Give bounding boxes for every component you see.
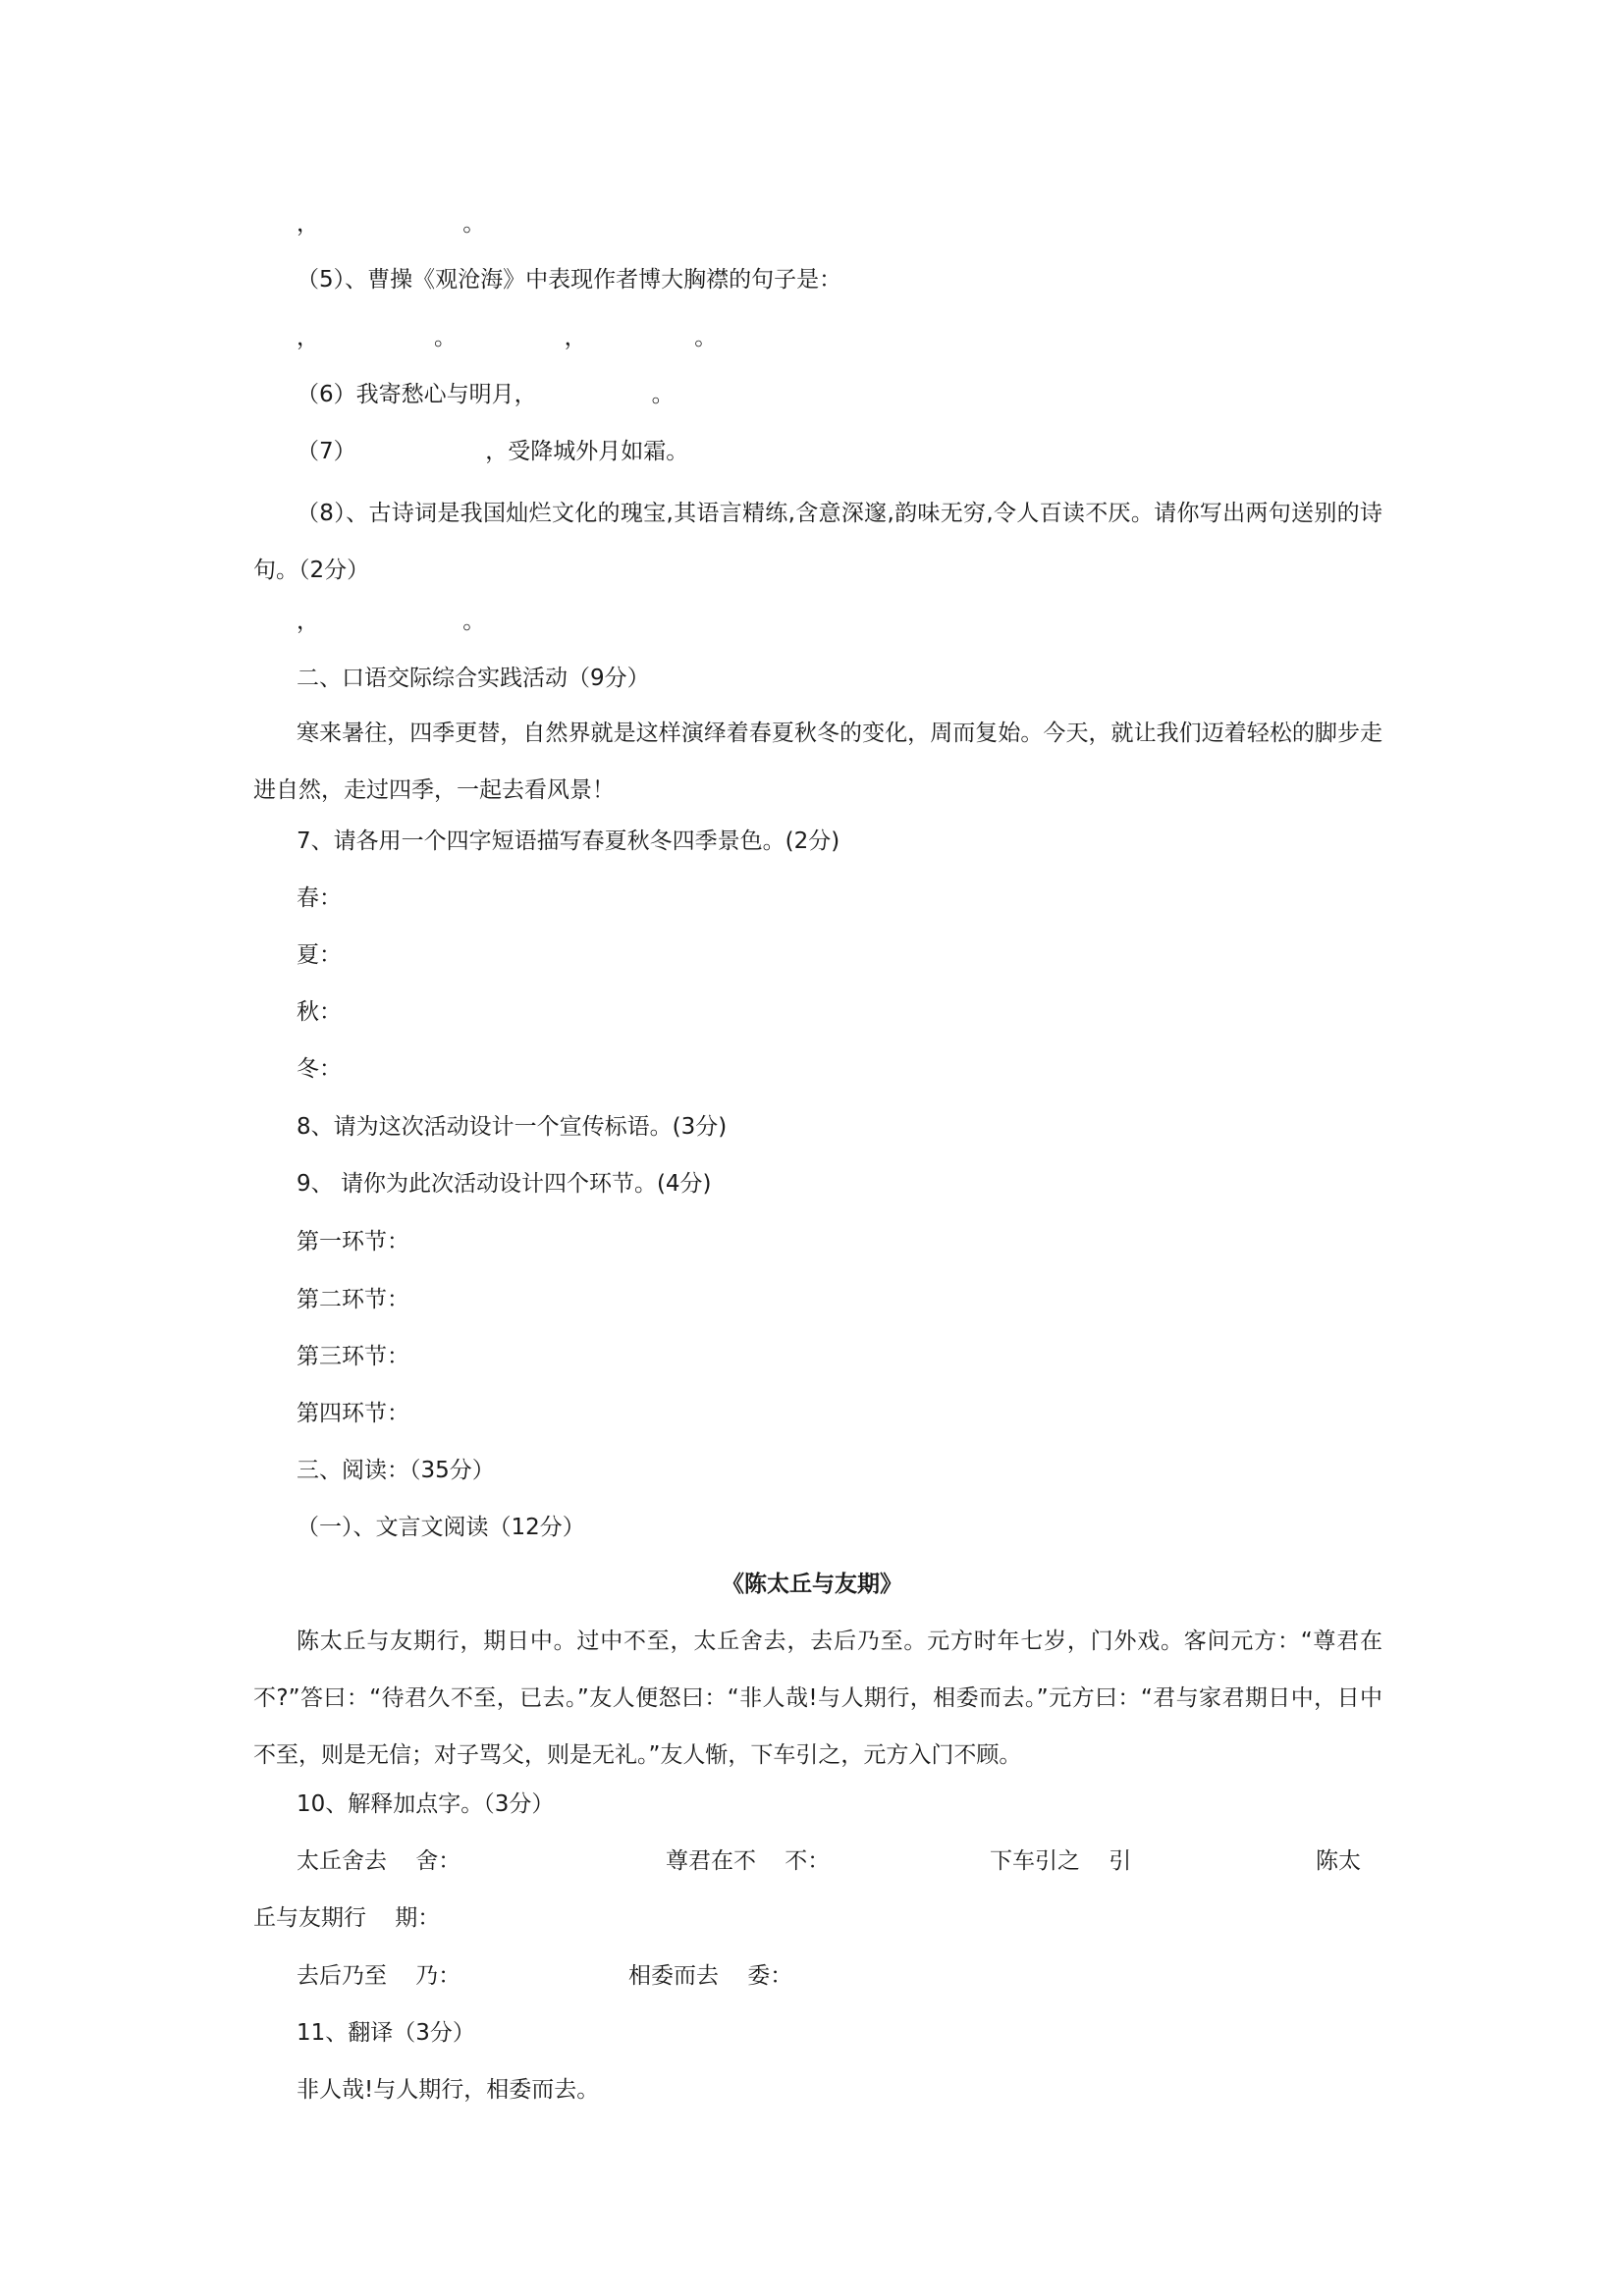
section-2-heading: 二、口语交际综合实践活动（9分）: [297, 666, 650, 691]
question-8-blanks: ， 。: [297, 609, 486, 634]
question-7-poem: （7） ，受降城外月如霜。: [297, 439, 689, 464]
stage-1: 第一环节：: [297, 1229, 409, 1255]
stage-4: 第四环节：: [297, 1401, 409, 1426]
season-spring: 春：: [297, 885, 342, 911]
q10-item-fou: 尊君在不 不：: [666, 1848, 831, 1874]
q10-item-wei: 相委而去 委：: [628, 1963, 793, 1989]
question-9-stages-prompt: 9、 请你为此次活动设计四个环节。(4分): [297, 1171, 712, 1197]
question-7-seasons-prompt: 7、请各用一个四字短语描写春夏秋冬四季景色。(2分): [297, 828, 840, 854]
q10-item-nai: 去后乃至 乃：: [297, 1963, 461, 1989]
classical-passage: 陈太丘与友期行，期日中。过中不至，太丘舍去，去后乃至。元方时年七岁，门外戏。客问元方：“尊君在不?”答曰：“待君久不至，已去。”友人便怒曰：“非人哉!与人期行，相委而去。”元方曰：“君与家君期日中，日中不至，则是无信；对子骂父，则是无礼。”友人惭，下车引之，元方入门不顾。: [253, 1629, 1382, 1768]
passage-title: 《陈太丘与友期》: [722, 1572, 902, 1597]
question-10-prompt: 10、解释加点字。（3分）: [297, 1791, 555, 1817]
stage-2: 第二环节：: [297, 1287, 409, 1312]
answer-blank-line: ， 。: [297, 211, 486, 237]
question-11-sentence: 非人哉!与人期行，相委而去。: [297, 2077, 600, 2103]
question-11-prompt: 11、翻译（3分）: [297, 2020, 475, 2046]
q10-item-yin: 下车引之 引: [990, 1848, 1132, 1874]
question-8-poem-text: （8）、古诗词是我国灿烂文化的瑰宝,其语言精练,含意深邃,韵味无穷,令人百读不厌。请你写出两句送别的诗句。（2分）: [253, 501, 1382, 583]
season-autumn: 秋：: [297, 999, 342, 1025]
q10-item-qi-start: 陈太: [1316, 1848, 1361, 1874]
question-6: （6）我寄愁心与明月， 。: [297, 382, 675, 407]
question-8-slogan-prompt: 8、请为这次活动设计一个宣传标语。(3分): [297, 1114, 728, 1140]
question-5-prompt: （5）、曹操《观沧海》中表现作者博大胸襟的句子是：: [297, 267, 842, 293]
section-3-heading: 三、阅读：（35分）: [297, 1458, 495, 1483]
stage-3: 第三环节：: [297, 1344, 409, 1369]
classical-reading-heading: （一）、文言文阅读（12分）: [297, 1515, 585, 1540]
q10-item-qi: 丘与友期行 期：: [253, 1905, 441, 1931]
season-summer: 夏：: [297, 942, 342, 968]
question-5-blanks: ， 。 ， 。: [297, 325, 718, 350]
q10-item-she: 太丘舍去 舍：: [297, 1848, 461, 1874]
season-winter: 冬：: [297, 1056, 342, 1082]
section-2-intro: 寒来暑往，四季更替，自然界就是这样演绎着春夏秋冬的变化，周而复始。今天，就让我们迈着轻松的脚步走进自然，走过四季，一起去看风景！: [253, 721, 1382, 803]
